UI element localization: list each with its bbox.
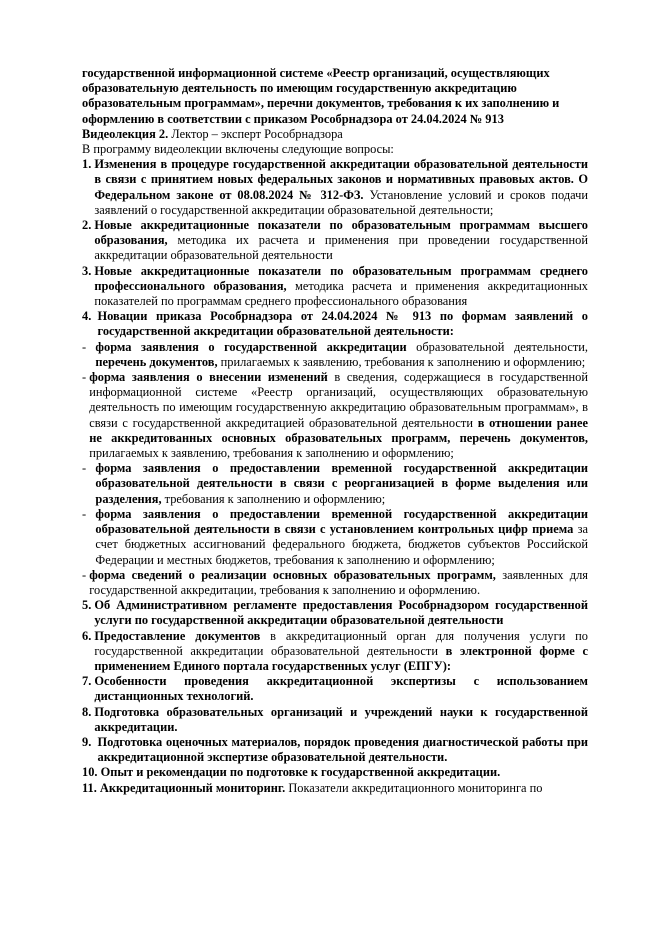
item-bold-text: Аккредитационный мониторинг. xyxy=(99,780,286,795)
item-text xyxy=(100,781,588,796)
dash-marker: - xyxy=(82,339,96,354)
list-item xyxy=(82,781,588,796)
item-bold-text-2: в электронной форме с применением Единого портала государственных услуг (ЕПГУ): xyxy=(94,643,589,673)
bold-segment: форма заявления о внесении изменений xyxy=(89,370,328,385)
sublist-text xyxy=(89,370,588,461)
item-normal-text: методика расчета и применения аккредитационных показателей по программам среднего профессионального образования xyxy=(94,278,588,309)
lecture-line xyxy=(82,127,588,142)
normal-segment: прилагаемых к заявлению, требования к заполнению и оформлению; xyxy=(217,354,586,369)
item-number: 3. xyxy=(82,263,95,278)
item-number: 10. xyxy=(82,765,101,780)
sublist-item xyxy=(82,370,588,461)
item-number: 9. xyxy=(82,734,98,749)
item-bold-text: Опыт и рекомендации по подготовке к государственной аккредитации. xyxy=(100,765,501,780)
item-normal-text: Показатели аккредитационного мониторинга по xyxy=(285,780,543,795)
document-page xyxy=(82,66,588,796)
sublist-text xyxy=(95,507,588,568)
questions-list-part2 xyxy=(82,598,588,796)
list-item xyxy=(82,309,588,339)
normal-segment: за счет бюджетных ассигнований федерального бюджета, бюджетов субъектов Российской Федерации и местных бюджетов, требования к заполнению и оформлению; xyxy=(95,522,588,567)
item-normal-text: методика их расчета и применения при проведении государственной аккредитации образовательной деятельности xyxy=(94,233,588,263)
item-number: 2. xyxy=(82,218,95,233)
item-bold-text: Новые аккредитационные показатели по образовательным программам высшего образования, xyxy=(94,218,588,248)
list-item xyxy=(82,735,588,765)
normal-segment: заявленных для государственной аккредитации, требования к заполнению и оформлению. xyxy=(89,567,588,597)
dash-marker: - xyxy=(82,461,96,476)
item-bold-text: Подготовка образовательных организаций и учреждений науки к государственной аккредитации. xyxy=(94,704,588,734)
normal-segment: прилагаемых к заявлению, требования к заполнению и оформлению; xyxy=(89,446,454,461)
sublist-text xyxy=(95,340,588,370)
sublist-item xyxy=(82,461,588,507)
sublist-item xyxy=(82,507,588,568)
item-bold-text: Изменения в процедуре государственной аккредитации образовательной деятельности в связи с принятием новых федеральных законов и нормативных правовых актов. О Федеральном законе от 08.08.2024 № 312-ФЗ. xyxy=(94,157,588,202)
list-item xyxy=(82,598,588,628)
list-item xyxy=(82,157,588,218)
list-item xyxy=(82,629,588,675)
item-text xyxy=(101,765,588,780)
list-item xyxy=(82,218,588,264)
sublist-text xyxy=(89,568,588,598)
item-number: 11. xyxy=(82,780,100,795)
item-number: 4. xyxy=(82,309,98,324)
item-text xyxy=(98,309,589,339)
lecture-title: Видеолекция 2. xyxy=(82,126,169,141)
list-item xyxy=(82,705,588,735)
item-number: 1. xyxy=(82,157,95,172)
item-text xyxy=(94,598,588,628)
list-item xyxy=(82,264,588,310)
item-text xyxy=(94,218,588,264)
item-bold-text: Особенности проведения аккредитационной экспертизы с использованием дистанционных технологий. xyxy=(94,674,588,704)
bold-segment: форма сведений о реализации основных образовательных программ, xyxy=(89,567,496,582)
questions-list-part1 xyxy=(82,157,588,339)
item-normal-text: Установление условий и сроков подачи заявлений о государственной аккредитации образовательной деятельности; xyxy=(94,187,588,217)
bold-segment: в отношении ранее не аккредитованных основных образовательных программ, перечень документов, xyxy=(89,415,588,445)
item-number: 7. xyxy=(82,674,95,689)
item-normal-text: в аккредитационный орган для получения услуги по государственной аккредитации образовательной деятельности xyxy=(94,628,589,658)
bold-segment: форма заявления о предоставлении временной государственной аккредитации образовательной деятельности в связи с реорганизацией в форме выделения или разделения, xyxy=(95,461,588,506)
normal-segment: требования к заполнению и оформлению; xyxy=(161,491,386,506)
program-intro: В программу видеолекции включены следующие вопросы: xyxy=(82,142,394,157)
item-bold-text: Новые аккредитационные показатели по образовательным программам среднего профессионального образования, xyxy=(94,263,588,293)
bold-segment: перечень документов, xyxy=(95,354,218,369)
dash-marker: - xyxy=(82,506,96,521)
normal-segment: образовательной деятельности, xyxy=(406,339,588,354)
sublist-text xyxy=(95,461,588,507)
item-text xyxy=(98,735,589,765)
lecture-speaker: Лектор – эксперт Рособрнадзора xyxy=(168,126,343,141)
item-bold-text: Об Административном регламенте предоставления Рособрнадзором государственной услуги по государственной аккредитации образовательной деятельности xyxy=(94,598,588,628)
item-text xyxy=(94,674,588,704)
dash-marker: - xyxy=(82,567,90,582)
item-text xyxy=(94,705,588,735)
list-item xyxy=(82,765,588,780)
intro-heading: государственной информационной системе «Реестр организаций, осуществляющих образовательную деятельность по имеющим государственную аккредитацию образовательным программам», перечни документов, требования к их заполнению и оформлению в соответствии с приказом Рособрнадзора от 24.04.2024 № 913 xyxy=(82,66,560,126)
item-bold-text: Предоставление документов xyxy=(94,628,261,643)
item-number: 5. xyxy=(82,598,95,613)
item-text xyxy=(94,629,588,675)
dash-marker: - xyxy=(82,370,90,385)
item-bold-text: Новации приказа Рособрнадзора от 24.04.2024 № 913 по формам заявлений о государственной аккредитации образовательной деятельности: xyxy=(97,309,588,339)
item-text xyxy=(94,157,588,218)
item-number: 6. xyxy=(82,628,95,643)
normal-segment: в сведения, содержащиеся в государственной информационной системе «Реестр организаций, осуществляющих образовательную деятельность по имеющим государственную аккредитацию образовательным программам», в связи с государственной аккредитацией образовательной деятельности xyxy=(89,370,588,430)
item-number: 8. xyxy=(82,704,95,719)
list-item xyxy=(82,674,588,704)
item-text xyxy=(94,264,588,310)
bold-segment: форма заявления о предоставлении временной государственной аккредитации образовательной деятельности в связи с установлением контрольных цифр приема xyxy=(95,506,588,537)
forms-sublist xyxy=(82,340,588,598)
bold-segment: форма заявления о государственной аккредитации xyxy=(95,339,407,354)
item-bold-text: Подготовка оценочных материалов, порядок проведения диагностической работы при аккредитационной экспертизе образовательной деятельности. xyxy=(97,734,588,765)
sublist-item xyxy=(82,340,588,370)
sublist-item xyxy=(82,568,588,598)
